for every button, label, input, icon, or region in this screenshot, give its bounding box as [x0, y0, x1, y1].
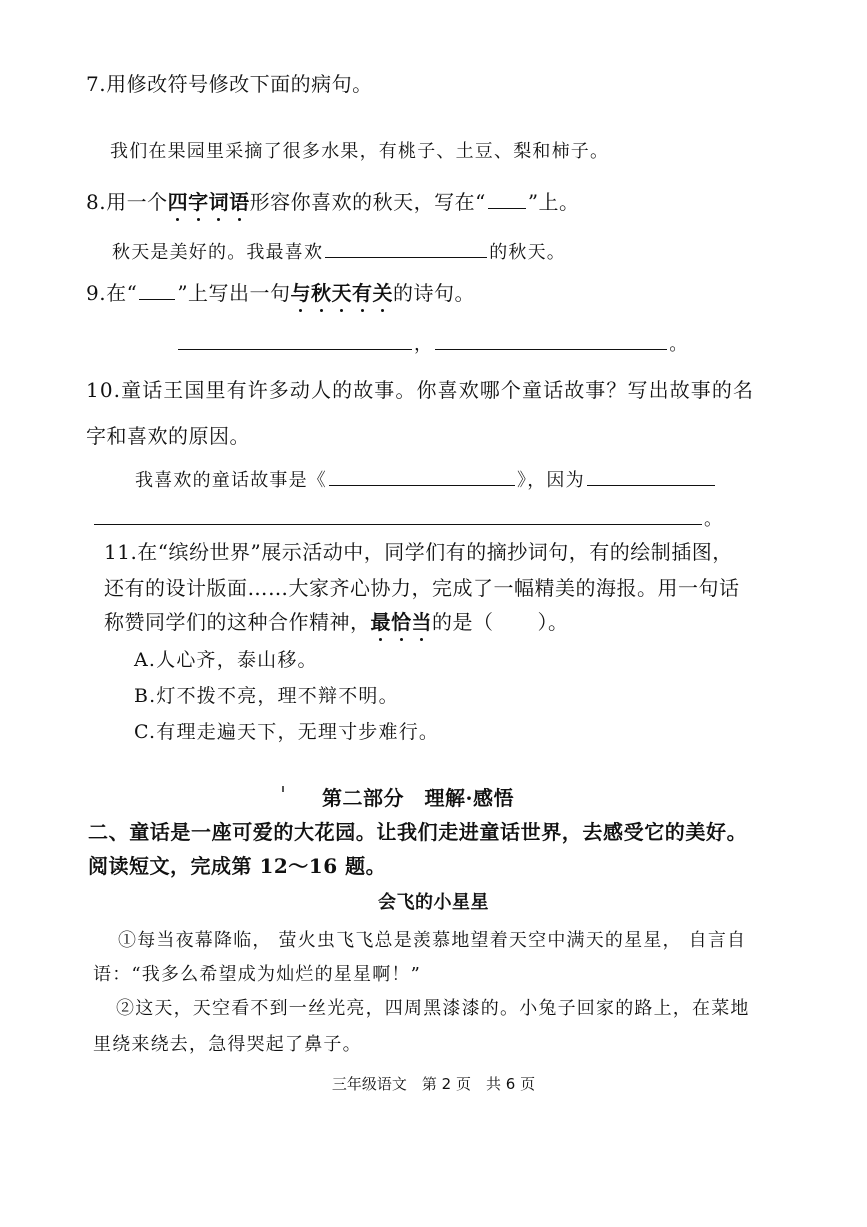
- q10-prompt-line1: 10.童话王国里有许多动人的故事。你喜欢哪个童话故事？写出故事的名: [86, 378, 755, 402]
- q9-prompt-c: 的诗句。: [393, 281, 476, 305]
- story-para2-line1: ②这天，天空看不到一丝光亮，四周黑漆漆的。小兔子回家的路上，在菜地: [116, 998, 750, 1019]
- q9-prompt: [86, 277, 475, 306]
- q9-comma: ，: [414, 334, 434, 355]
- q11-line2: 还有的设计版面……大家齐心协力，完成了一幅精美的海报。用一句话: [104, 576, 740, 600]
- page-footer: 三年级语文 第 2 页 共 6 页: [331, 1075, 536, 1093]
- q10-title-blank[interactable]: [329, 484, 515, 486]
- part2-section-line2: 阅读短文，完成第 12～16 题。: [88, 854, 387, 878]
- q11-option-a: A.人心齐，泰山移。: [134, 649, 318, 671]
- q10-prompt-line2: 字和喜欢的原因。: [86, 424, 250, 448]
- q8-prompt-dotted: 四字词语: [168, 190, 250, 214]
- scan-mark: [282, 786, 284, 792]
- q9-prompt-dotted: 与秋天有关: [291, 281, 394, 305]
- story-para2-line2: 里绕来绕去，急得哭起了鼻子。: [93, 1034, 362, 1055]
- q10-reason-blank-2[interactable]: [94, 523, 702, 525]
- q9-answer-blank-1[interactable]: [178, 348, 412, 350]
- q9-answer-blank-2[interactable]: [435, 348, 667, 350]
- q9-answer: [176, 330, 688, 356]
- story-para1-line1: ①每当夜幕降临， 萤火虫飞飞总是羡慕地望着天空中满天的星星， 自言自: [118, 930, 747, 951]
- story-title: 会飞的小星星: [378, 892, 489, 913]
- q8-prompt: [86, 186, 580, 215]
- q11-line3: [104, 606, 569, 635]
- q8-prompt-c: ”上。: [527, 190, 580, 214]
- part2-heading: 第二部分 理解·感悟: [322, 786, 514, 810]
- part2-section-line1: 二、童话是一座可爱的大花园。让我们走进童话世界，去感受它的美好。: [88, 820, 748, 844]
- q11-line3-b: 的是（: [432, 610, 494, 634]
- q10-reason-blank[interactable]: [587, 484, 715, 486]
- q9-prompt-a: 9.在“: [86, 281, 138, 305]
- q10-answer-b: 》，因为: [517, 470, 585, 491]
- q8-answer-b: 的秋天。: [489, 242, 567, 263]
- q10-answer-a: 我喜欢的童话故事是《: [135, 470, 327, 491]
- q8-answer-a: 秋天是美好的。我最喜欢: [112, 242, 324, 263]
- q11-option-b: B.灯不拨不亮，理不辩不明。: [134, 685, 399, 707]
- q11-option-c: C.有理走遍天下，无理寸步难行。: [134, 721, 440, 743]
- q11-line3-c: ）。: [537, 610, 569, 634]
- q10-period: 。: [704, 509, 724, 530]
- q8-answer: [112, 238, 566, 264]
- q7-sentence: 我们在果园里采摘了很多水果，有桃子、土豆、梨和柿子。: [110, 141, 610, 162]
- q10-answer-line2: [92, 505, 723, 531]
- q11-line3-a: 称赞同学们的这种合作精神，: [104, 610, 371, 634]
- q7-prompt: 7.用修改符号修改下面的病句。: [86, 72, 373, 96]
- q8-quote-blank: [488, 207, 526, 209]
- q9-quote-blank: [139, 298, 175, 300]
- q8-prompt-a: 8.用一个: [86, 190, 168, 214]
- q11-line1: 11.在“缤纷世界”展示活动中，同学们有的摘抄词句，有的绘制插图，: [104, 540, 733, 564]
- q11-line3-dotted: 最恰当: [371, 610, 433, 634]
- q9-period: 。: [669, 334, 689, 355]
- story-para1-line2: 语：“我多么希望成为灿烂的星星啊！”: [93, 964, 422, 985]
- q8-prompt-b: 形容你喜欢的秋天，写在“: [249, 190, 486, 214]
- q8-answer-blank[interactable]: [325, 256, 487, 258]
- q9-prompt-b: ”上写出一句: [177, 281, 291, 305]
- q10-answer: [135, 466, 717, 492]
